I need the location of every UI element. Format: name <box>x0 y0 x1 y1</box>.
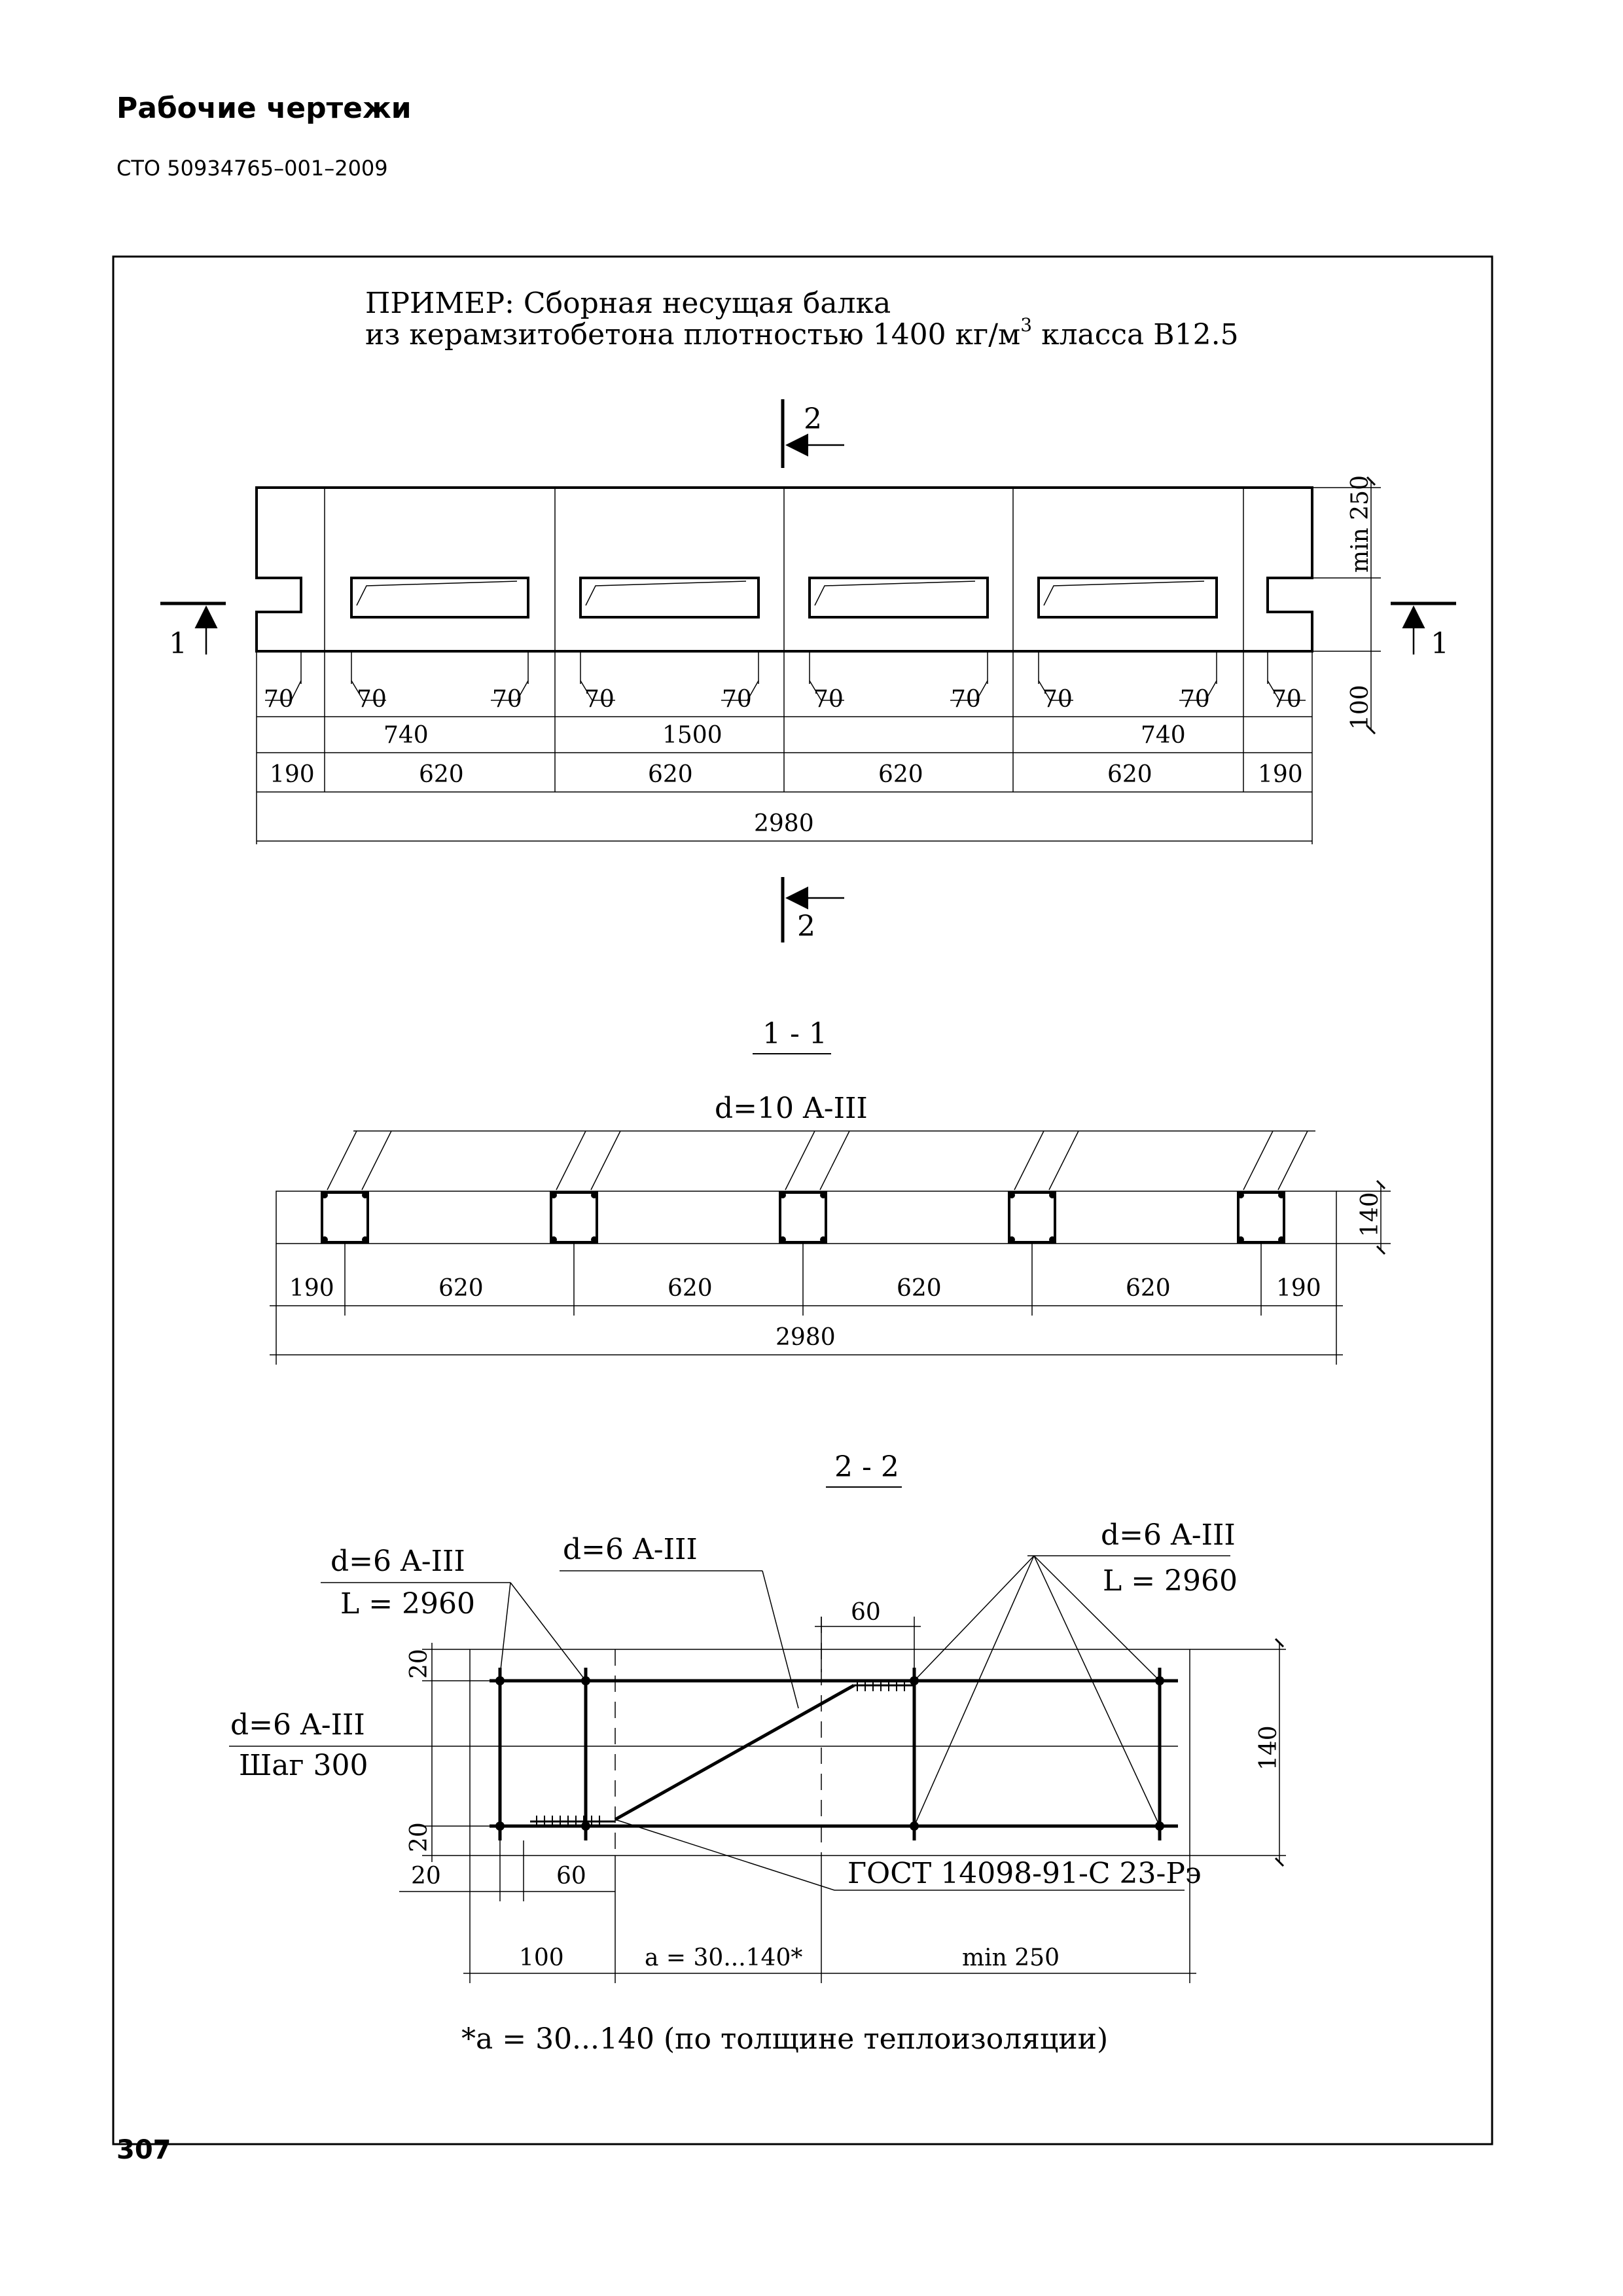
dim-100: 100 <box>1347 685 1374 730</box>
dim-70-4: 70 <box>584 686 615 713</box>
dim-row-620-4: 620 <box>1107 761 1152 788</box>
dim-70-7: 70 <box>951 686 981 713</box>
example-line-2: из керамзитобетона плотностью 1400 $кг/м^3$ класса В12.5 <box>365 314 1239 351</box>
s11-dim-620-4: 620 <box>1126 1275 1171 1302</box>
s11-dim-620-3: 620 <box>897 1275 942 1302</box>
dim-min250: min 250 <box>1347 475 1374 573</box>
s22-gost-label: ГОСТ 14098-91-С 23-Рэ <box>847 1857 1202 1890</box>
dim-1500: 1500 <box>662 722 722 749</box>
section-title: Рабочие чертежи <box>116 92 412 125</box>
section-2-mark-top: 2 <box>804 403 822 436</box>
section-1-1-title: 1 - 1 <box>762 1017 827 1050</box>
s11-dim-620-1: 620 <box>438 1275 484 1302</box>
s11-dim-190-right: 190 <box>1276 1275 1321 1302</box>
section-2-2-title: 2 - 2 <box>834 1450 899 1484</box>
dim-70-9: 70 <box>1180 686 1210 713</box>
example-line-1: ПРИМЕР: Сборная несущая балка <box>365 287 891 320</box>
s11-dim-190-left: 190 <box>289 1275 334 1302</box>
s22-right-label-2: L = 2960 <box>1103 1564 1238 1598</box>
rebar-cage-1 <box>322 1193 368 1242</box>
dim-70-8: 70 <box>1043 686 1073 713</box>
section-2-mark-bottom: 2 <box>797 910 815 943</box>
dim-row-620-3: 620 <box>878 761 923 788</box>
rebar-cage-3 <box>780 1193 826 1242</box>
section-1-1-outline <box>276 1191 1336 1244</box>
rebar-cage-2 <box>551 1193 597 1242</box>
dim-row-190-left: 190 <box>270 761 315 788</box>
dim-row-620-2: 620 <box>648 761 693 788</box>
s22-left-top-label-1: d=6 A-III <box>330 1545 465 1578</box>
dim-70-6: 70 <box>813 686 844 713</box>
s22-left-mid-label-2: Шаг 300 <box>239 1749 368 1782</box>
dim-70-1: 70 <box>264 686 294 713</box>
section-1-mark-left: 1 <box>169 627 187 660</box>
s22-right-label-1: d=6 A-III <box>1101 1518 1236 1552</box>
dim-70-3: 70 <box>492 686 522 713</box>
dim-740-right: 740 <box>1141 722 1186 749</box>
dim-70-2: 70 <box>357 686 387 713</box>
s22-dim-20-left: 20 <box>411 1863 441 1890</box>
dim-total-2980: 2980 <box>754 810 814 837</box>
diagonal-bar <box>615 1685 854 1820</box>
s11-dim-total: 2980 <box>776 1324 836 1351</box>
section-1-mark-right: 1 <box>1431 627 1449 660</box>
section-1-1-rebar-label: d=10 A-III <box>715 1092 868 1125</box>
standard-code: СТО 50934765–001–2009 <box>116 156 388 181</box>
s22-dim-min250: min 250 <box>962 1945 1060 1971</box>
s22-dim-20-bottom: 20 <box>406 1822 433 1852</box>
rebar-cage-5 <box>1238 1193 1284 1242</box>
s22-dim-60-bottom: 60 <box>556 1863 586 1890</box>
page-number: 307 <box>116 2135 171 2165</box>
s22-center-label: d=6 A-III <box>563 1533 698 1566</box>
s11-dim-140: 140 <box>1357 1192 1383 1237</box>
s22-left-top-label-2: L = 2960 <box>340 1587 476 1621</box>
s11-dim-620-2: 620 <box>668 1275 713 1302</box>
s22-dim-100: 100 <box>519 1945 564 1971</box>
dim-70-10: 70 <box>1272 686 1302 713</box>
dim-row-620-1: 620 <box>419 761 464 788</box>
dim-70-5: 70 <box>722 686 752 713</box>
s22-left-mid-label-1: d=6 A-III <box>230 1708 365 1742</box>
footnote: *a = 30...140 (по толщине теплоизоляции) <box>461 2022 1109 2056</box>
s22-dim-a: a = 30...140* <box>645 1945 803 1971</box>
rebar-cage-4 <box>1009 1193 1055 1242</box>
s22-dim-20-top: 20 <box>406 1649 433 1679</box>
s22-dim-140: 140 <box>1255 1725 1282 1770</box>
dim-row-190-right: 190 <box>1258 761 1303 788</box>
dim-740-left: 740 <box>383 722 429 749</box>
s22-dim-60-top: 60 <box>851 1599 881 1626</box>
